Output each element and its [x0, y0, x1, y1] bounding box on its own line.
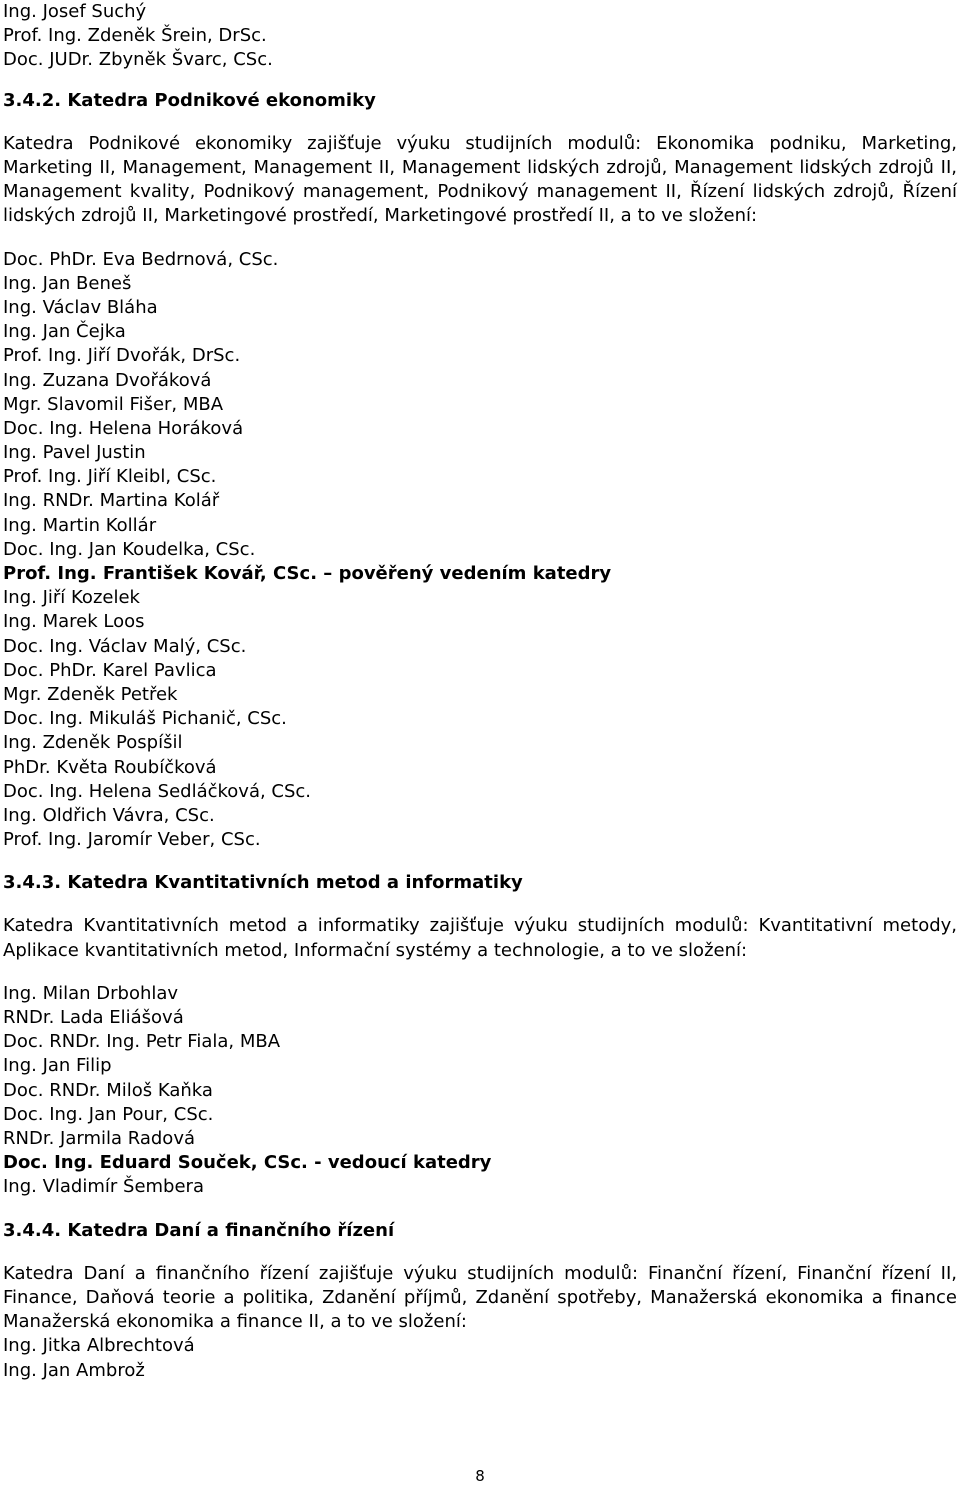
section-heading-342: 3.4.2. Katedra Podnikové ekonomiky [3, 89, 376, 111]
list-item: Prof. Ing. Jiří Dvořák, DrSc. [3, 345, 241, 367]
list-item: Doc. JUDr. Zbyněk Švarc, CSc. [3, 49, 273, 71]
list-item: Ing. Jan Beneš [3, 272, 132, 294]
list-item: PhDr. Květa Roubíčková [3, 756, 217, 778]
list-item: Ing. Milan Drbohlav [3, 982, 179, 1004]
member-list-343 [3, 982, 957, 1200]
document-page [3, 0, 957, 1383]
list-item: Ing. Josef Suchý [3, 1, 147, 22]
list-item: Ing. Martin Kollár [3, 514, 157, 536]
section-paragraph-344: Katedra Daní a finančního řízení zajišťuje výuku studijních modulů: Finanční řízení, Finanční řízení II, Finance, Daňová teorie a politika, Zdanění příjmů, Zdanění spotřeby, Manažerská ekonomika a finance Manažerská ekonomika a finance II, a to ve složení: [3, 1262, 957, 1333]
list-item: Ing. Marek Loos [3, 611, 145, 633]
list-item: Doc. RNDr. Miloš Kaňka [3, 1079, 213, 1101]
department-head-343: Doc. Ing. Eduard Souček, CSc. - vedoucí katedry [3, 1152, 492, 1174]
list-item: Doc. Ing. Helena Horáková [3, 417, 244, 439]
list-item: Ing. Zdeněk Pospíšil [3, 732, 183, 754]
list-item: Ing. Václav Bláha [3, 296, 158, 318]
list-item: Mgr. Slavomil Fišer, MBA [3, 393, 224, 415]
list-item: Ing. Pavel Justin [3, 442, 146, 464]
top-names-list [3, 0, 957, 73]
member-list-344 [3, 1334, 957, 1382]
list-item: RNDr. Lada Eliášová [3, 1007, 184, 1029]
list-item: Doc. RNDr. Ing. Petr Fiala, MBA [3, 1031, 281, 1053]
list-item: Ing. Zuzana Dvořáková [3, 369, 212, 391]
list-item: Ing. RNDr. Martina Kolář [3, 490, 220, 512]
list-item: Doc. Ing. Mikuláš Pichanič, CSc. [3, 708, 287, 730]
list-item: Ing. Oldřich Vávra, CSc. [3, 804, 215, 826]
list-item: Prof. Ing. Zdeněk Šrein, DrSc. [3, 25, 267, 47]
page-number: 8 [475, 1467, 485, 1485]
list-item: Ing. Jitka Albrechtová [3, 1335, 195, 1357]
list-item: Doc. PhDr. Eva Bedrnová, CSc. [3, 248, 279, 270]
list-item: Doc. Ing. Jan Koudelka, CSc. [3, 538, 256, 560]
list-item: Ing. Jan Filip [3, 1055, 112, 1077]
list-item: Ing. Jan Ambrož [3, 1359, 145, 1381]
list-item: Doc. Ing. Helena Sedláčková, CSc. [3, 780, 312, 802]
list-item: Ing. Jiří Kozelek [3, 587, 140, 609]
list-item: Doc. Ing. Jan Pour, CSc. [3, 1103, 214, 1125]
section-paragraph-342: Katedra Podnikové ekonomiky zajišťuje výuku studijních modulů: Ekonomika podniku, Marketing, Marketing II, Management, Management II, Management lidských zdrojů, Management lidských zdrojů II, Management kvality, Podnikový management, Podnikový management II, Řízení lidských zdrojů, Řízení lidských zdrojů II, Marketingové prostředí, Marketingové prostředí II, a to ve složení: [3, 132, 957, 227]
list-item: Prof. Ing. Jiří Kleibl, CSc. [3, 466, 217, 488]
list-item: RNDr. Jarmila Radová [3, 1127, 195, 1149]
list-item: Ing. Vladimír Šembera [3, 1176, 204, 1198]
member-list-342 [3, 248, 957, 853]
list-item: Doc. PhDr. Karel Pavlica [3, 659, 217, 681]
section-paragraph-343: Katedra Kvantitativních metod a informatiky zajišťuje výuku studijních modulů: Kvantitativní metody, Aplikace kvantitativních metod, Informační systémy a technologie, a to ve složení: [3, 915, 957, 961]
list-item: Doc. Ing. Václav Malý, CSc. [3, 635, 247, 657]
department-head-342: Prof. Ing. František Kovář, CSc. – pověřený vedením katedry [3, 563, 612, 584]
list-item: Ing. Jan Čejka [3, 321, 126, 343]
list-item: Prof. Ing. Jaromír Veber, CSc. [3, 829, 261, 851]
section-heading-344: 3.4.4. Katedra Daní a finančního řízení [3, 1219, 395, 1241]
list-item: Mgr. Zdeněk Petřek [3, 683, 178, 705]
section-heading-343: 3.4.3. Katedra Kvantitativních metod a informatiky [3, 872, 523, 894]
